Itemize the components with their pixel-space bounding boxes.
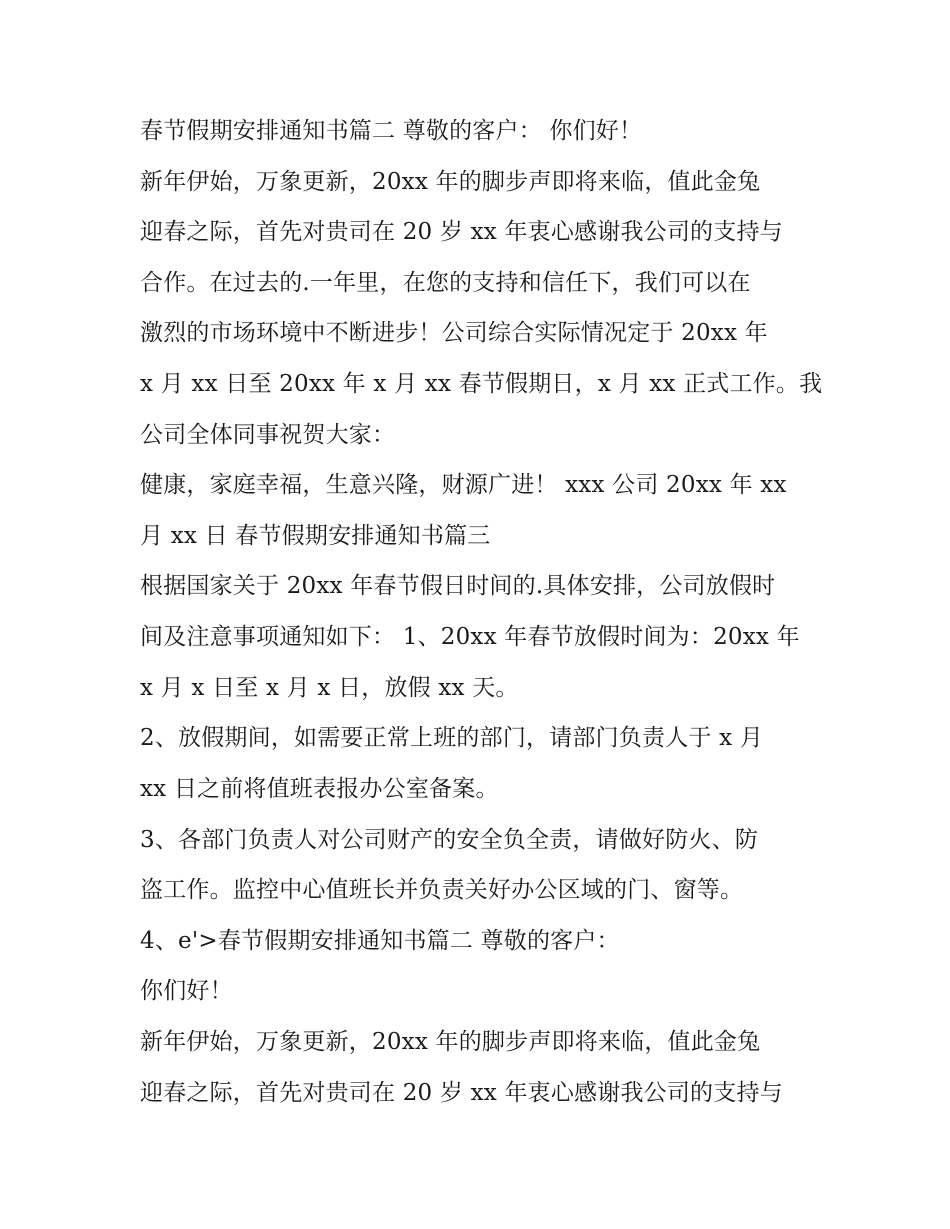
text-line-16: 盗工作。监控中心值班长并负责关好办公区域的门、窗等。 bbox=[140, 877, 744, 903]
text-line-13: 2、放假期间，如需要正常上班的部门，请部门负责人于 x 月 bbox=[140, 725, 764, 751]
text-line-4: 合作。在过去的.一年里，在您的支持和信任下，我们可以在 bbox=[140, 270, 751, 296]
text-line-6: x 月 xx 日至 20xx 年 x 月 xx 春节假期日，x 月 xx 正式工作。我 bbox=[140, 371, 823, 397]
text-line-17: 4、e'>春节假期安排通知书篇二 尊敬的客户： bbox=[140, 928, 620, 954]
text-line-11: 间及注意事项通知如下： 1、20xx 年春节放假时间为：20xx 年 bbox=[140, 624, 800, 650]
text-line-12: x 月 x 日至 x 月 x 日，放假 xx 天。 bbox=[140, 675, 519, 701]
text-line-8: 健康，家庭幸福，生意兴隆，财源广进！ xxx 公司 20xx 年 xx bbox=[140, 472, 787, 498]
text-line-15: 3、各部门负责人对公司财产的安全负全责，请做好防火、防 bbox=[140, 827, 759, 853]
text-line-10: 根据国家关于 20xx 年春节假日时间的.具体安排，公司放假时 bbox=[140, 573, 776, 599]
text-line-2: 新年伊始，万象更新，20xx 年的脚步声即将来临，值此金兔 bbox=[140, 169, 761, 195]
text-line-9: 月 xx 日 春节假期安排通知书篇三 bbox=[140, 523, 491, 549]
text-line-19: 新年伊始，万象更新，20xx 年的脚步声即将来临，值此金兔 bbox=[140, 1029, 761, 1055]
text-line-7: 公司全体同事祝贺大家： bbox=[140, 422, 396, 448]
text-line-5: 激烈的市场环境中不断进步！公司综合实际情况定于 20xx 年 bbox=[140, 320, 768, 346]
text-line-20: 迎春之际，首先对贵司在 20 岁 xx 年衷心感谢我公司的支持与 bbox=[140, 1080, 783, 1106]
text-line-3: 迎春之际，首先对贵司在 20 岁 xx 年衷心感谢我公司的支持与 bbox=[140, 219, 783, 245]
text-line-18: 你们好！ bbox=[140, 978, 233, 1004]
text-line-14: xx 日之前将值班表报办公室备案。 bbox=[140, 776, 499, 802]
text-line-1: 春节假期安排通知书篇二 尊敬的客户： 你们好！ bbox=[140, 118, 643, 144]
